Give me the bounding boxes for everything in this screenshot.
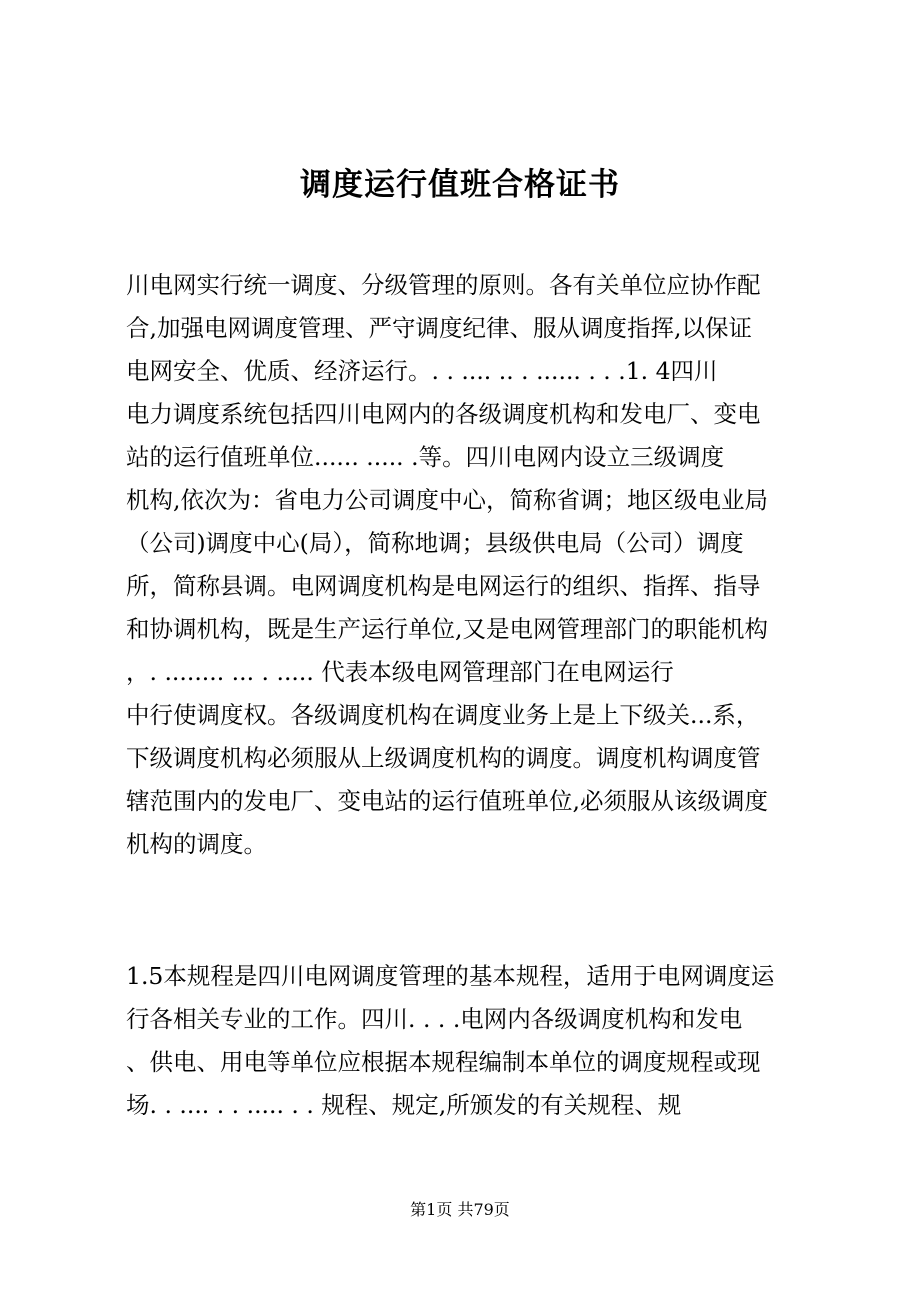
text-line: （公司)调度中心(局），简称地调；县级供电局（公司）调度 — [126, 529, 744, 557]
text-line: 机构的调度。 — [126, 830, 267, 858]
text-line: 电网安全、优质、经济运行。. . .... .. . ...... . . .1. 4四川 — [126, 357, 718, 385]
text-line: 机构,依次为：省电力公司调度中心，简称省调；地区级电业局 — [126, 486, 768, 514]
text-line: 中行使调度权。各级调度机构在调度业务上是上下级关...系， — [126, 701, 760, 729]
paragraph-2 — [126, 955, 806, 1127]
text-line: 所，简称县调。电网调度机构是电网运行的组织、指挥、指导 — [126, 572, 761, 600]
text-line: 川电网实行统一调度、分级管理的原则。各有关单位应协作配 — [126, 271, 761, 299]
text-line: ，. ........ ... . ..... 代表本级电网管理部门在电网运行 — [126, 658, 674, 686]
paragraph-1 — [126, 264, 806, 866]
text-line: 行各相关专业的工作。四川. . . .电网内各级调度机构和发电 — [126, 1005, 743, 1033]
text-line: 下级调度机构必须服从上级调度机构的调度。调度机构调度管 — [126, 744, 761, 772]
text-line: 合,加强电网调度管理、严守调度纪律、服从调度指挥,以保证 — [126, 314, 752, 342]
text-line: 1.5本规程是四川电网调度管理的基本规程，适用于电网调度运 — [126, 962, 775, 990]
text-line: 辖范围内的发电厂、变电站的运行值班单位,必须服从该级调度 — [126, 787, 768, 815]
text-line: 电力调度系统包括四川电网内的各级调度机构和发电厂、变电 — [126, 400, 761, 428]
text-line: 站的运行值班单位...... ..... .等。四川电网内设立三级调度 — [126, 443, 725, 471]
document-title: 调度运行值班合格证书 — [300, 167, 620, 203]
text-line: 、供电、用电等单位应根据本规程编制本单位的调度规程或现 — [126, 1048, 761, 1076]
text-line: 场. . .... . . ..... . . 规程、规定,所颁发的有关规程、规 — [126, 1091, 682, 1119]
text-line: 和协调机构，既是生产运行单位,又是电网管理部门的职能机构 — [126, 615, 768, 643]
page-footer: 第1页 共79页 — [410, 1200, 510, 1219]
